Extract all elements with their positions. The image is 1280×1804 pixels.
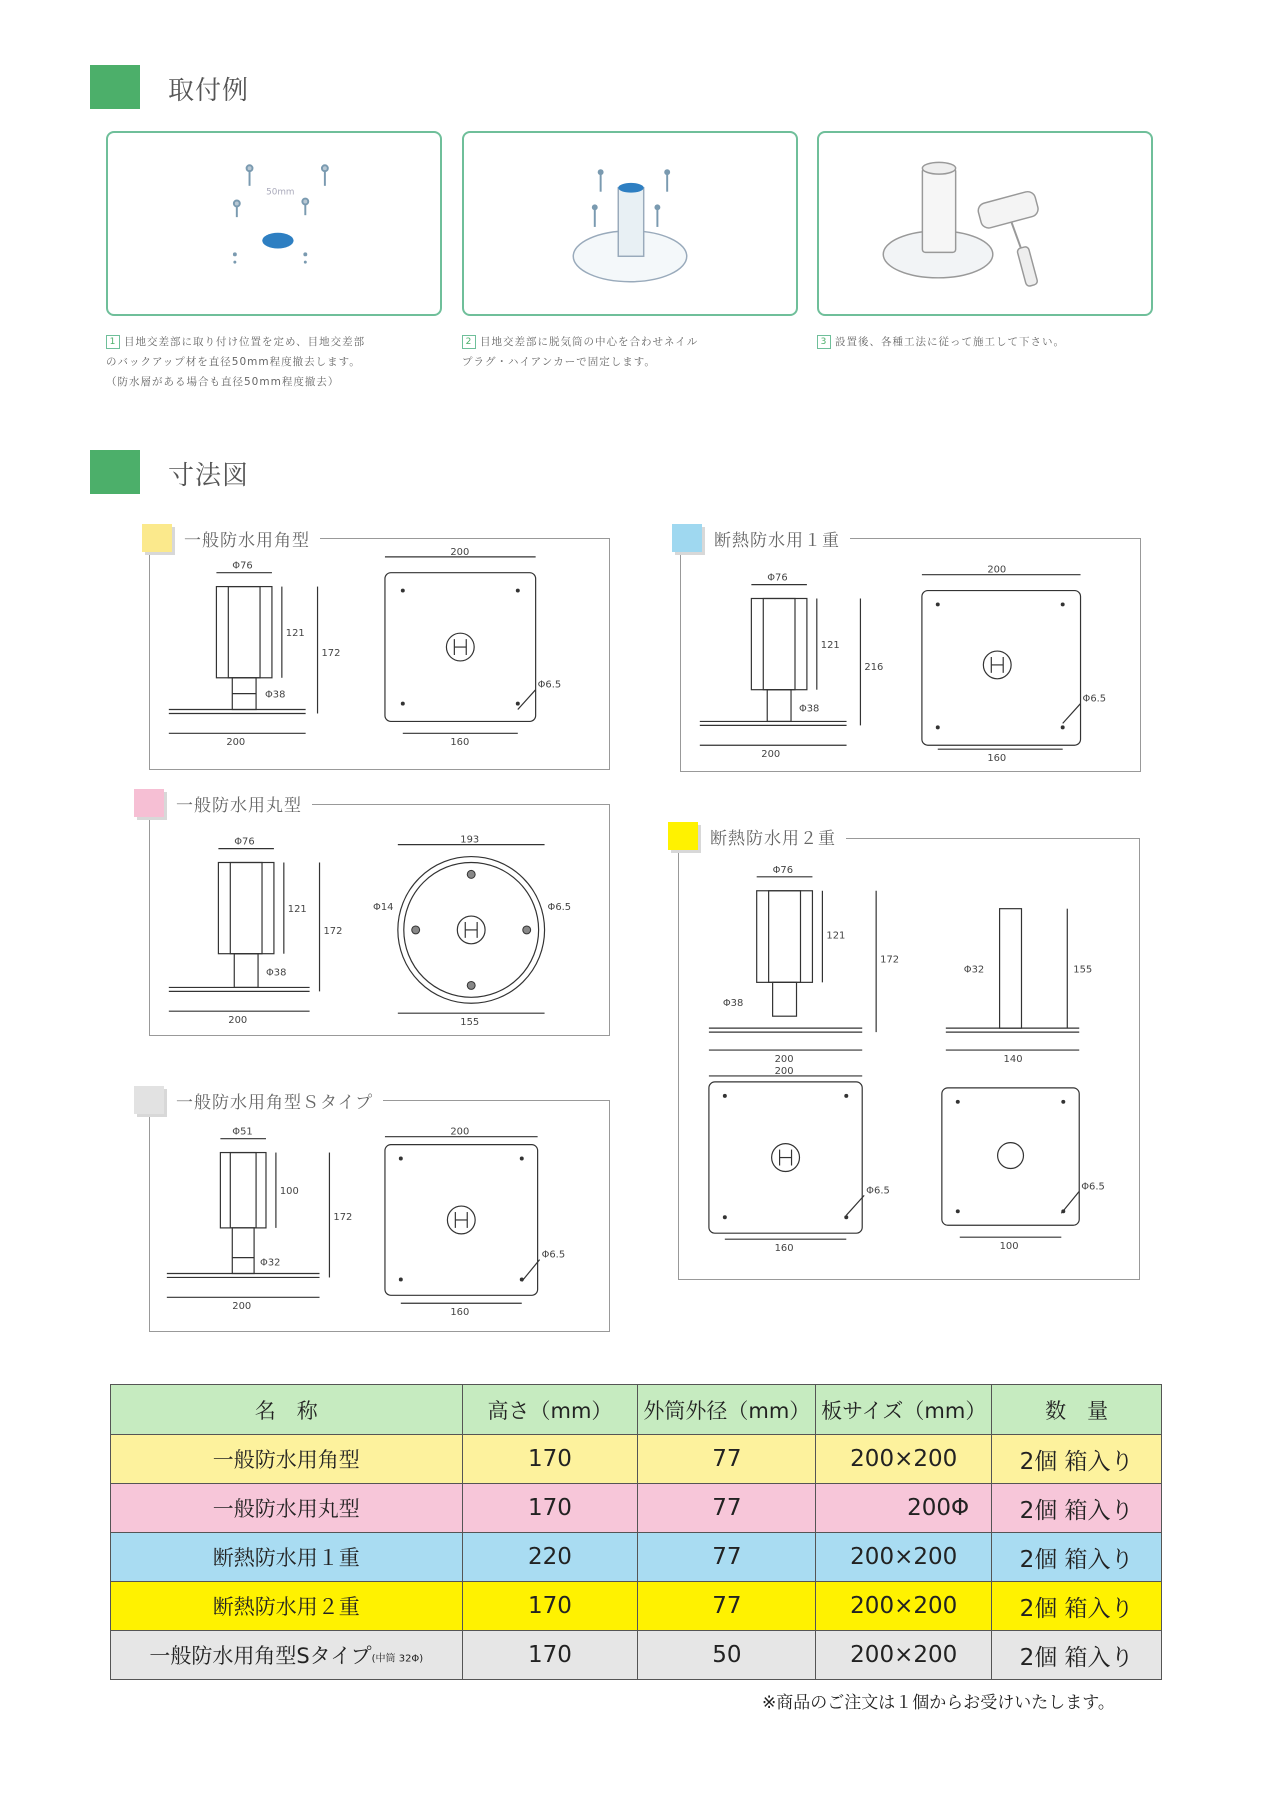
dan2-plate-w: 200 <box>774 1065 794 1077</box>
kaku-hole: Φ6.5 <box>537 679 562 691</box>
install-step2-illustration <box>462 131 798 316</box>
cell-qty: 2個 箱入り <box>992 1631 1162 1680</box>
cell-plate: 200×200 <box>816 1533 992 1582</box>
dan2-b-base: 140 <box>1003 1053 1023 1065</box>
cell-height: 170 <box>462 1631 638 1680</box>
dan1-base: 200 <box>761 749 781 761</box>
section-marker-dimension <box>90 450 140 494</box>
kaku-h1: 121 <box>285 628 305 640</box>
cell-height: 170 <box>462 1582 638 1631</box>
diagram-kaku-swatch <box>142 524 172 552</box>
maru-h2: 172 <box>323 925 343 937</box>
install-caption-3: 3 設置後、各種工法に従って施工して下さい。 <box>817 332 1157 352</box>
col-header-outer: 外筒外径（mm） <box>638 1385 816 1435</box>
caption-number-3: 3 <box>817 335 831 349</box>
caption-number-1: 1 <box>106 335 120 349</box>
dan2-b-pipe: Φ32 <box>963 964 985 976</box>
dan1-plate-w: 200 <box>987 564 1007 576</box>
cell-name-note: (中筒 32Φ) <box>371 1653 424 1665</box>
table-row <box>111 1631 1162 1680</box>
col-header-plate: 板サイズ（mm） <box>816 1385 992 1435</box>
section-title-install: 取付例 <box>168 76 250 106</box>
dan2-b-span: 100 <box>999 1241 1019 1253</box>
cell-qty: 2個 箱入り <box>992 1435 1162 1484</box>
kaku-span: 160 <box>450 737 470 749</box>
cell-qty: 2個 箱入り <box>992 1484 1162 1533</box>
cell-height: 170 <box>462 1435 638 1484</box>
kaku-s-hole: Φ6.5 <box>541 1249 566 1261</box>
diagram-dan2 <box>678 838 1140 1280</box>
kaku-s-plate-w: 200 <box>450 1126 470 1138</box>
diagram-maru-swatch <box>134 789 164 817</box>
diagram-dan2-label: 断熱防水用２重 <box>668 822 846 850</box>
cell-height: 220 <box>462 1533 638 1582</box>
dan2-hole: Φ6.5 <box>866 1185 890 1197</box>
kaku-s-h1: 100 <box>279 1186 299 1198</box>
kaku-s-inner: Φ32 <box>260 1257 281 1269</box>
dan2-b-h: 155 <box>1073 964 1093 976</box>
cell-plate: 200×200 <box>816 1582 992 1631</box>
cell-plate: 200×200 <box>816 1435 992 1484</box>
cell-outer: 77 <box>638 1484 816 1533</box>
diagram-kaku-s <box>149 1100 610 1332</box>
table-header-row <box>111 1385 1162 1435</box>
table-row <box>111 1533 1162 1582</box>
dan2-base: 200 <box>774 1053 794 1065</box>
maru-plate-w: 193 <box>460 834 480 846</box>
kaku-s-span: 160 <box>450 1307 470 1319</box>
cell-outer: 50 <box>638 1631 816 1680</box>
diagram-kaku-label: 一般防水用角型 <box>142 524 320 552</box>
cell-outer: 77 <box>638 1533 816 1582</box>
table-row <box>111 1582 1162 1631</box>
diagram-maru <box>149 804 610 1036</box>
dan1-h1: 121 <box>820 640 840 652</box>
dan2-pipe-d: Φ76 <box>772 864 794 876</box>
dan1-inner: Φ38 <box>798 703 820 715</box>
kaku-s-h2: 172 <box>333 1211 353 1223</box>
install-caption-1: 1 目地交差部に取り付け位置を定め、目地交差部 のバックアップ材を直径50mm程度撤去します。 （防水層がある場合も直径50mm程度撤去） <box>106 336 366 388</box>
section-title-dimension: 寸法図 <box>168 461 250 491</box>
caption-number-2: 2 <box>462 335 476 349</box>
maru-boss: Φ14 <box>373 902 394 914</box>
maru-pipe-d: Φ76 <box>234 836 255 848</box>
dan1-h2: 216 <box>864 661 884 673</box>
kaku-pipe-d: Φ76 <box>232 560 253 572</box>
diagram-kaku <box>149 538 610 770</box>
cell-name: 一般防水用角型Sタイプ(中筒 32Φ) <box>111 1631 463 1680</box>
kaku-base: 200 <box>226 737 246 749</box>
maru-hole: Φ6.5 <box>547 902 572 914</box>
diagram-dan2-swatch <box>668 822 698 850</box>
col-header-name: 名 称 <box>111 1385 463 1435</box>
diagram-kaku-s-swatch <box>134 1086 164 1114</box>
kaku-s-pipe-d: Φ51 <box>232 1126 253 1138</box>
cell-qty: 2個 箱入り <box>992 1533 1162 1582</box>
section-marker-install <box>90 65 140 109</box>
cell-name: 断熱防水用１重 <box>111 1533 463 1582</box>
col-header-height: 高さ（mm） <box>462 1385 638 1435</box>
order-note: ※商品のご注文は１個からお受けいたします。 <box>762 1693 1115 1713</box>
dan2-inner: Φ38 <box>722 998 744 1010</box>
cell-outer: 77 <box>638 1582 816 1631</box>
install-diameter-mark: 50mm <box>266 187 295 198</box>
cell-plate: 200Φ <box>816 1484 992 1533</box>
kaku-inner: Φ38 <box>264 689 286 701</box>
cell-qty: 2個 箱入り <box>992 1582 1162 1631</box>
kaku-h2: 172 <box>321 647 341 659</box>
diagram-dan1 <box>680 538 1141 772</box>
diagram-dan1-swatch <box>672 524 702 552</box>
diagram-dan1-label: 断熱防水用１重 <box>672 524 850 552</box>
dan1-hole: Φ6.5 <box>1082 693 1107 705</box>
kaku-plate-w: 200 <box>450 546 470 558</box>
install-step3-illustration <box>817 131 1153 316</box>
cell-name: 断熱防水用２重 <box>111 1582 463 1631</box>
cell-plate: 200×200 <box>816 1631 992 1680</box>
spec-table <box>110 1384 1162 1680</box>
table-row <box>111 1435 1162 1484</box>
maru-span: 155 <box>460 1017 480 1029</box>
dan2-h2: 172 <box>880 954 900 966</box>
maru-base: 200 <box>228 1015 248 1027</box>
maru-inner: Φ38 <box>265 967 287 979</box>
cell-outer: 77 <box>638 1435 816 1484</box>
kaku-s-base: 200 <box>232 1301 252 1313</box>
diagram-kaku-s-label: 一般防水用角型Ｓタイプ <box>134 1086 383 1114</box>
cell-height: 170 <box>462 1484 638 1533</box>
dan2-span: 160 <box>774 1243 794 1255</box>
maru-h1: 121 <box>287 904 307 916</box>
col-header-qty: 数 量 <box>992 1385 1162 1435</box>
diagram-maru-label: 一般防水用丸型 <box>134 789 312 817</box>
dan2-h1: 121 <box>826 930 846 942</box>
table-row <box>111 1484 1162 1533</box>
install-caption-2: 2 目地交差部に脱気筒の中心を合わせネイル プラグ・ハイアンカーで固定します。 <box>462 336 699 368</box>
dan1-span: 160 <box>987 753 1007 765</box>
dan1-pipe-d: Φ76 <box>767 572 788 584</box>
install-step1-illustration <box>106 131 442 316</box>
cell-name: 一般防水用丸型 <box>111 1484 463 1533</box>
cell-name: 一般防水用角型 <box>111 1435 463 1484</box>
dan2-b-hole: Φ6.5 <box>1081 1181 1105 1193</box>
